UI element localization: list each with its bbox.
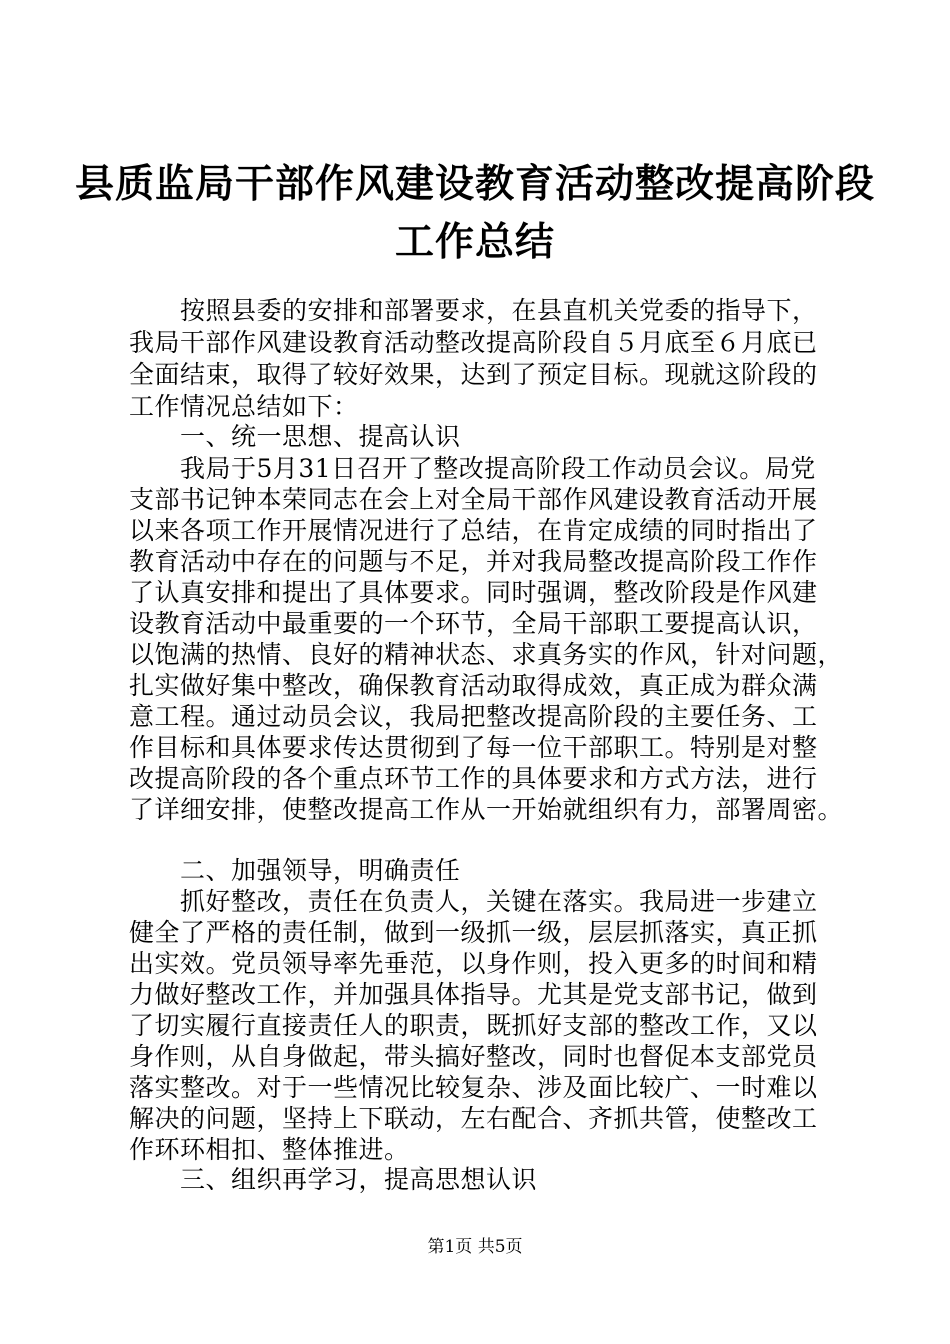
paragraph-line: 作目标和具体要求传达贯彻到了每一位干部职工。特别是对整 [129,733,818,762]
paragraph-line: 以饱满的热情、良好的精神状态、求真务实的作风，针对问题， [129,640,844,669]
paragraph-line: 了切实履行直接责任人的职责，既抓好支部的整改工作，又以 [129,1011,818,1040]
paragraph-line: 我局于5月31日召开了整改提高阶段工作动员会议。局党 [180,454,816,483]
document-title-line-1: 县质监局干部作风建设教育活动整改提高阶段 [74,161,875,207]
paragraph-line: 出实效。党员领导率先垂范，以身作则，投入更多的时间和精 [129,949,818,978]
paragraph-line: 抓好整改，责任在负责人，关键在落实。我局进一步建立 [180,887,818,916]
paragraph-line: 健全了严格的责任制，做到一级抓一级，层层抓落实，真正抓 [129,918,818,947]
paragraph-line: 扎实做好集中整改，确保教育活动取得成效，真正成为群众满 [129,671,818,700]
paragraph-line: 支部书记钟本荣同志在会上对全局干部作风建设教育活动开展 [129,485,818,514]
paragraph-line: 设教育活动中最重要的一个环节，全局干部职工要提高认识， [129,609,818,638]
paragraph-line: 了详细安排，使整改提高工作从一开始就组织有力，部署周密。 [129,795,844,824]
paragraph-line: 了认真安排和提出了具体要求。同时强调，整改阶段是作风建 [129,578,818,607]
document-title-line-2: 工作总结 [394,219,555,265]
paragraph-line: 改提高阶段的各个重点环节工作的具体要求和方式方法，进行 [129,764,818,793]
page-number-footer: 第1页 共5页 [427,1237,523,1257]
paragraph-line: 落实整改。对于一些情况比较复杂、涉及面比较广、一时难以 [129,1073,818,1102]
paragraph-line: 身作则，从自身做起，带头搞好整改，同时也督促本支部党员 [129,1042,818,1071]
paragraph-line: 力做好整改工作，并加强具体指导。尤其是党支部书记，做到 [129,980,818,1009]
section-heading: 二、加强领导，明确责任 [180,856,461,885]
paragraph-line: 以来各项工作开展情况进行了总结，在肯定成绩的同时指出了 [129,516,818,545]
paragraph-line: 解决的问题，坚持上下联动，左右配合、齐抓共管，使整改工 [129,1104,818,1133]
paragraph-line: 全面结束，取得了较好效果，达到了预定目标。现就这阶段的 [129,360,818,389]
paragraph-line: 工作情况总结如下： [129,392,359,421]
paragraph-line: 意工程。通过动员会议，我局把整改提高阶段的主要任务、工 [129,702,818,731]
paragraph-line: 作环环相扣、整体推进。 [129,1135,410,1164]
paragraph-line: 教育活动中存在的问题与不足，并对我局整改提高阶段工作作 [129,547,818,576]
section-heading: 一、统一思想、提高认识 [180,422,461,451]
paragraph-line: 按照县委的安排和部署要求，在县直机关党委的指导下， [180,296,818,325]
section-heading: 三、组织再学习，提高思想认识 [180,1165,538,1194]
paragraph-line: 我局干部作风建设教育活动整改提高阶段自５月底至６月底已 [129,328,818,357]
